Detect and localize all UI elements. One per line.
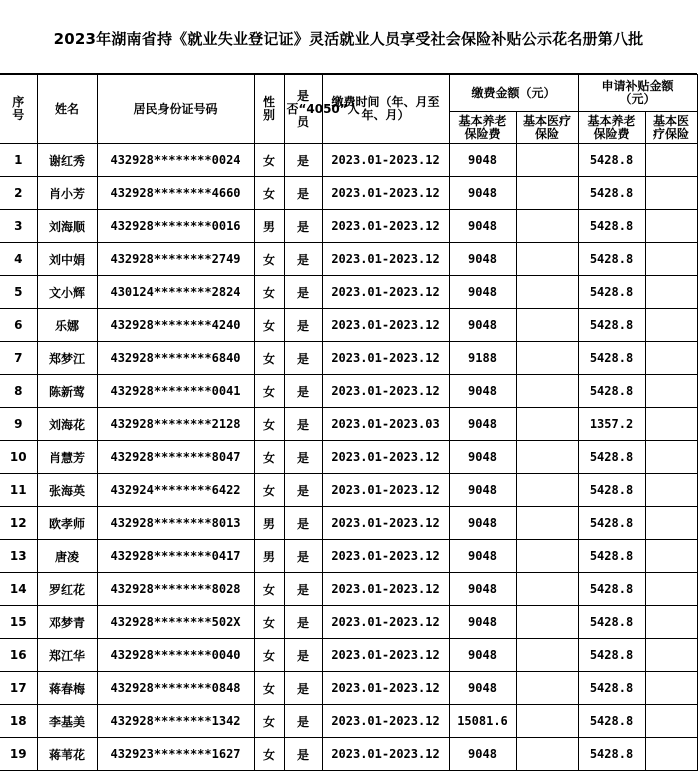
cell-medical <box>516 672 578 705</box>
header-id: 居民身份证号码 <box>97 75 254 144</box>
cell-4050: 是 <box>284 342 322 375</box>
cell-pension: 9048 <box>449 276 516 309</box>
table-row <box>0 441 697 474</box>
cell-id: 432923********1627 <box>97 738 254 771</box>
header-medical: 基本医疗保险 <box>516 112 578 144</box>
cell-period: 2023.01-2023.03 <box>322 408 449 441</box>
cell-id: 432928********1342 <box>97 705 254 738</box>
cell-gender: 女 <box>254 606 284 639</box>
cell-gender: 男 <box>254 540 284 573</box>
cell-subsidy-pension: 5428.8 <box>578 375 645 408</box>
cell-name: 邓梦青 <box>37 606 97 639</box>
table-row <box>0 639 697 672</box>
cell-subsidy-pension: 5428.8 <box>578 342 645 375</box>
cell-subsidy-medical <box>645 408 697 441</box>
cell-gender: 女 <box>254 342 284 375</box>
cell-name: 肖慧芳 <box>37 441 97 474</box>
cell-4050: 是 <box>284 672 322 705</box>
cell-4050: 是 <box>284 639 322 672</box>
cell-subsidy-pension: 5428.8 <box>578 474 645 507</box>
cell-subsidy-pension: 5428.8 <box>578 738 645 771</box>
cell-4050: 是 <box>284 243 322 276</box>
cell-period: 2023.01-2023.12 <box>322 606 449 639</box>
cell-period: 2023.01-2023.12 <box>322 672 449 705</box>
cell-subsidy-pension: 5428.8 <box>578 573 645 606</box>
cell-gender: 女 <box>254 276 284 309</box>
cell-name: 郑江华 <box>37 639 97 672</box>
table-row <box>0 474 697 507</box>
cell-id: 432928********4240 <box>97 309 254 342</box>
cell-4050: 是 <box>284 408 322 441</box>
cell-subsidy-medical <box>645 705 697 738</box>
cell-subsidy-pension: 5428.8 <box>578 210 645 243</box>
header-gender: 性别 <box>254 75 284 144</box>
cell-id: 432928********8028 <box>97 573 254 606</box>
cell-seq: 17 <box>0 672 37 705</box>
cell-name: 刘海花 <box>37 408 97 441</box>
cell-4050: 是 <box>284 144 322 177</box>
cell-id: 432928********0016 <box>97 210 254 243</box>
cell-seq: 14 <box>0 573 37 606</box>
cell-pension: 9048 <box>449 210 516 243</box>
cell-4050: 是 <box>284 738 322 771</box>
cell-medical <box>516 342 578 375</box>
header-payment-group: 缴费金额（元） <box>449 75 578 112</box>
cell-subsidy-pension: 5428.8 <box>578 705 645 738</box>
cell-subsidy-medical <box>645 309 697 342</box>
cell-gender: 男 <box>254 210 284 243</box>
cell-4050: 是 <box>284 606 322 639</box>
cell-subsidy-pension: 5428.8 <box>578 309 645 342</box>
cell-subsidy-pension: 5428.8 <box>578 606 645 639</box>
cell-seq: 4 <box>0 243 37 276</box>
cell-gender: 女 <box>254 441 284 474</box>
cell-id: 432928********2749 <box>97 243 254 276</box>
cell-medical <box>516 507 578 540</box>
cell-medical <box>516 738 578 771</box>
cell-name: 唐凌 <box>37 540 97 573</box>
cell-seq: 6 <box>0 309 37 342</box>
cell-pension: 15081.6 <box>449 705 516 738</box>
cell-subsidy-pension: 5428.8 <box>578 672 645 705</box>
cell-period: 2023.01-2023.12 <box>322 573 449 606</box>
cell-name: 陈新莺 <box>37 375 97 408</box>
cell-period: 2023.01-2023.12 <box>322 441 449 474</box>
cell-pension: 9048 <box>449 672 516 705</box>
cell-id: 432924********6422 <box>97 474 254 507</box>
cell-seq: 3 <box>0 210 37 243</box>
cell-4050: 是 <box>284 507 322 540</box>
table-body <box>0 144 697 771</box>
cell-subsidy-medical <box>645 672 697 705</box>
cell-gender: 女 <box>254 408 284 441</box>
cell-period: 2023.01-2023.12 <box>322 474 449 507</box>
header-seq: 序号 <box>0 75 37 144</box>
cell-id: 432928********2128 <box>97 408 254 441</box>
header-period: 缴费时间（年、月至年、月） <box>322 75 449 144</box>
cell-4050: 是 <box>284 210 322 243</box>
cell-id: 432928********6840 <box>97 342 254 375</box>
cell-4050: 是 <box>284 474 322 507</box>
header-subsidy-medical: 基本医疗保险 <box>645 112 697 144</box>
table-row <box>0 276 697 309</box>
cell-subsidy-medical <box>645 210 697 243</box>
cell-gender: 男 <box>254 507 284 540</box>
table-row <box>0 243 697 276</box>
table-row <box>0 705 697 738</box>
cell-medical <box>516 375 578 408</box>
cell-subsidy-medical <box>645 474 697 507</box>
cell-period: 2023.01-2023.12 <box>322 177 449 210</box>
cell-subsidy-medical <box>645 276 697 309</box>
cell-seq: 11 <box>0 474 37 507</box>
cell-pension: 9048 <box>449 606 516 639</box>
cell-gender: 女 <box>254 177 284 210</box>
cell-period: 2023.01-2023.12 <box>322 342 449 375</box>
cell-pension: 9048 <box>449 177 516 210</box>
cell-gender: 女 <box>254 243 284 276</box>
cell-pension: 9048 <box>449 738 516 771</box>
cell-pension: 9048 <box>449 573 516 606</box>
cell-id: 432928********4660 <box>97 177 254 210</box>
cell-subsidy-medical <box>645 507 697 540</box>
cell-medical <box>516 144 578 177</box>
cell-subsidy-pension: 5428.8 <box>578 276 645 309</box>
cell-seq: 8 <box>0 375 37 408</box>
cell-medical <box>516 243 578 276</box>
cell-subsidy-pension: 5428.8 <box>578 243 645 276</box>
cell-name: 罗红花 <box>37 573 97 606</box>
cell-medical <box>516 474 578 507</box>
cell-gender: 女 <box>254 144 284 177</box>
cell-subsidy-medical <box>645 375 697 408</box>
cell-period: 2023.01-2023.12 <box>322 738 449 771</box>
cell-4050: 是 <box>284 177 322 210</box>
cell-period: 2023.01-2023.12 <box>322 639 449 672</box>
cell-seq: 1 <box>0 144 37 177</box>
cell-seq: 19 <box>0 738 37 771</box>
cell-medical <box>516 210 578 243</box>
table-row <box>0 672 697 705</box>
cell-medical <box>516 705 578 738</box>
cell-name: 李基美 <box>37 705 97 738</box>
cell-4050: 是 <box>284 375 322 408</box>
cell-name: 郑梦江 <box>37 342 97 375</box>
cell-medical <box>516 276 578 309</box>
table-row <box>0 210 697 243</box>
cell-id: 432928********0040 <box>97 639 254 672</box>
cell-period: 2023.01-2023.12 <box>322 276 449 309</box>
cell-gender: 女 <box>254 639 284 672</box>
cell-subsidy-pension: 5428.8 <box>578 144 645 177</box>
cell-4050: 是 <box>284 705 322 738</box>
cell-medical <box>516 408 578 441</box>
cell-pension: 9048 <box>449 243 516 276</box>
cell-seq: 13 <box>0 540 37 573</box>
cell-pension: 9048 <box>449 441 516 474</box>
cell-gender: 女 <box>254 573 284 606</box>
cell-pension: 9048 <box>449 540 516 573</box>
cell-seq: 9 <box>0 408 37 441</box>
header-subsidy-pension: 基本养老保险费 <box>578 112 645 144</box>
cell-name: 肖小芳 <box>37 177 97 210</box>
cell-id: 432928********0848 <box>97 672 254 705</box>
cell-subsidy-pension: 5428.8 <box>578 540 645 573</box>
cell-subsidy-medical <box>645 540 697 573</box>
cell-subsidy-medical <box>645 738 697 771</box>
cell-period: 2023.01-2023.12 <box>322 375 449 408</box>
cell-seq: 5 <box>0 276 37 309</box>
cell-subsidy-pension: 5428.8 <box>578 639 645 672</box>
cell-medical <box>516 309 578 342</box>
cell-subsidy-medical <box>645 639 697 672</box>
cell-gender: 女 <box>254 705 284 738</box>
cell-subsidy-pension: 1357.2 <box>578 408 645 441</box>
cell-gender: 女 <box>254 738 284 771</box>
cell-subsidy-medical <box>645 144 697 177</box>
cell-subsidy-pension: 5428.8 <box>578 441 645 474</box>
cell-id: 432928********8047 <box>97 441 254 474</box>
cell-seq: 10 <box>0 441 37 474</box>
cell-seq: 15 <box>0 606 37 639</box>
cell-pension: 9048 <box>449 639 516 672</box>
cell-period: 2023.01-2023.12 <box>322 243 449 276</box>
cell-seq: 7 <box>0 342 37 375</box>
cell-period: 2023.01-2023.12 <box>322 210 449 243</box>
cell-gender: 女 <box>254 375 284 408</box>
cell-pension: 9048 <box>449 474 516 507</box>
cell-subsidy-medical <box>645 177 697 210</box>
cell-4050: 是 <box>284 276 322 309</box>
cell-subsidy-pension: 5428.8 <box>578 507 645 540</box>
cell-name: 欧孝师 <box>37 507 97 540</box>
cell-name: 乐娜 <box>37 309 97 342</box>
table-row <box>0 177 697 210</box>
table-row <box>0 342 697 375</box>
cell-period: 2023.01-2023.12 <box>322 507 449 540</box>
cell-medical <box>516 441 578 474</box>
cell-subsidy-medical <box>645 243 697 276</box>
table-row <box>0 375 697 408</box>
cell-gender: 女 <box>254 672 284 705</box>
header-pension: 基本养老保险费 <box>449 112 516 144</box>
cell-4050: 是 <box>284 309 322 342</box>
header-4050: 是否“4050”人员 <box>284 75 322 144</box>
cell-name: 谢红秀 <box>37 144 97 177</box>
table-row <box>0 309 697 342</box>
cell-period: 2023.01-2023.12 <box>322 705 449 738</box>
table-row <box>0 738 697 771</box>
cell-medical <box>516 606 578 639</box>
cell-period: 2023.01-2023.12 <box>322 144 449 177</box>
cell-gender: 女 <box>254 309 284 342</box>
table-row <box>0 144 697 177</box>
cell-name: 蒋苇花 <box>37 738 97 771</box>
cell-pension: 9048 <box>449 408 516 441</box>
cell-name: 刘海顺 <box>37 210 97 243</box>
cell-pension: 9048 <box>449 375 516 408</box>
table-row <box>0 573 697 606</box>
cell-pension: 9188 <box>449 342 516 375</box>
cell-id: 432928********0024 <box>97 144 254 177</box>
cell-name: 文小辉 <box>37 276 97 309</box>
cell-gender: 女 <box>254 474 284 507</box>
cell-4050: 是 <box>284 441 322 474</box>
cell-pension: 9048 <box>449 507 516 540</box>
cell-subsidy-pension: 5428.8 <box>578 177 645 210</box>
cell-id: 432928********0417 <box>97 540 254 573</box>
cell-name: 刘中娟 <box>37 243 97 276</box>
table-row <box>0 408 697 441</box>
cell-period: 2023.01-2023.12 <box>322 540 449 573</box>
cell-seq: 2 <box>0 177 37 210</box>
page-title: 2023年湖南省持《就业失业登记证》灵活就业人员享受社会保险补贴公示花名册第八批 <box>0 0 697 74</box>
table-row <box>0 507 697 540</box>
cell-pension: 9048 <box>449 144 516 177</box>
cell-pension: 9048 <box>449 309 516 342</box>
cell-medical <box>516 540 578 573</box>
cell-name: 蒋春梅 <box>37 672 97 705</box>
cell-medical <box>516 639 578 672</box>
cell-seq: 18 <box>0 705 37 738</box>
cell-4050: 是 <box>284 540 322 573</box>
cell-id: 432928********0041 <box>97 375 254 408</box>
cell-name: 张海英 <box>37 474 97 507</box>
header-subsidy-group: 申请补贴金额（元） <box>578 75 697 112</box>
cell-subsidy-medical <box>645 441 697 474</box>
table-row <box>0 606 697 639</box>
cell-4050: 是 <box>284 573 322 606</box>
cell-id: 432928********502X <box>97 606 254 639</box>
cell-seq: 16 <box>0 639 37 672</box>
cell-medical <box>516 177 578 210</box>
cell-seq: 12 <box>0 507 37 540</box>
cell-medical <box>516 573 578 606</box>
cell-subsidy-medical <box>645 342 697 375</box>
cell-period: 2023.01-2023.12 <box>322 309 449 342</box>
cell-subsidy-medical <box>645 573 697 606</box>
cell-subsidy-medical <box>645 606 697 639</box>
cell-id: 430124********2824 <box>97 276 254 309</box>
cell-id: 432928********8013 <box>97 507 254 540</box>
table-row <box>0 540 697 573</box>
header-name: 姓名 <box>37 75 97 144</box>
roster-table <box>0 74 698 771</box>
